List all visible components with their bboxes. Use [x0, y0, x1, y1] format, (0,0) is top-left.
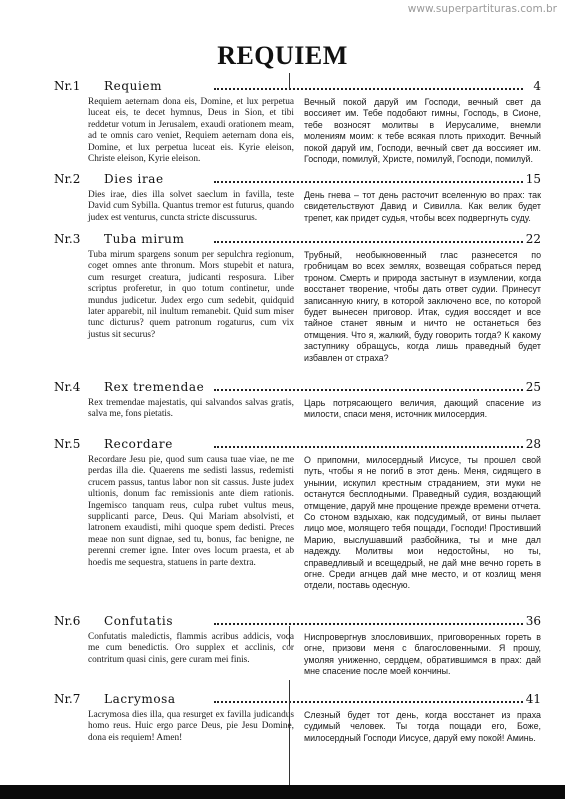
dot-leader: [214, 181, 523, 183]
section-heading: [54, 79, 541, 93]
latin-text: Dies irae, dies illa solvet saeclum in favilla, teste David cum Sybilla. Quantus tremor est futurus, quando judex est venturus, cuncta stricte discussurus.: [88, 190, 294, 223]
text-columns: [54, 710, 541, 744]
section-number: Nr.5: [54, 437, 81, 451]
section-heading: [54, 614, 541, 628]
section-name: Rex tremendae: [104, 380, 205, 394]
dot-leader: [214, 88, 523, 90]
section-heading: [54, 692, 541, 706]
latin-text: Lacrymosa dies illa, qua resurget ex favilla judicandus homo reus. Huic ergo parce Deus, pie Jesu Domine, dona eis requiem! Amen!: [88, 710, 294, 743]
section-name: Confutatis: [104, 614, 174, 628]
watermark: www.superpartituras.com.br: [407, 3, 557, 15]
section-lacrymosa: [54, 692, 541, 744]
russian-text: Вечный покой даруй им Господи, вечный свет да воссияет им. Тебе подобают гимны, Господь, в Сионе, тебе возносят молитвы в Иерусалиме, внемли молениям моим: к тебе всякая плоть приходит. Вечный покой даруй им, Господи, вечный свет да воссияет им. Господи, помилуй, Христе, помилуй, Господи, помилуй.: [304, 97, 541, 165]
russian-text: О припомни, милосердный Иисусе, ты прошел свой путь, чтобы я не погиб в этот день. Меня, сидящего в унынии, искупил крестным страданием, эти муки не останутся бесплодными. Праведный судия, воздающий отмщение, даруй мне прощение прежде времени отчета. Со стоном вздыхаю, как подсудимый, от вины пылает лицо мое, молящего тебя пощади, Господи! Простивший Марию, выслушавший разбойника, ты и мне дал надежду. Молитвы мои недостойны, но ты, справедливый и всещедрый, не дай мне вечно гореть в огне. Среди агнцев дай мне место, и от козлищ меня отдели, поставь одесную.: [304, 455, 541, 591]
scan-crease-line: [289, 680, 290, 786]
page-number: 15: [525, 172, 541, 186]
text-columns: [54, 632, 541, 678]
latin-text: Recordare Jesu pie, quod sum causa tuae viae, ne me perdas illa die. Quaerens me sedisti lassus, redemisti crucem passus, tantus labor non sit cassus. Juste judex ultionis, donum fac remissionis ante diem rationis. Ingemisco tanquam reus, culpa rubet vultus meus, supplicanti parce, Deus. Qui Mariam absolvisti, et latronem exaudisti, mihi quoque spem dedisti. Preces meae non sunt dignae, sed tu, bonus, fac benigne, ne perenni cremer igne. Inter oves locum praesta, et ab hoedis me sequestra, statuens in parte dextra.: [88, 455, 294, 568]
section-dies-irae: [54, 172, 541, 224]
text-columns: [54, 455, 541, 592]
section-heading: [54, 232, 541, 246]
scan-crease-line: [289, 73, 290, 89]
scan-bottom-edge: [0, 785, 565, 799]
page-number: 41: [525, 692, 541, 706]
russian-text: Трубный, необыкновенный глас разнесется по гробницам во всех землях, возвещая собраться перед троном. Смерть и природа застынут в изумлении, когда восстанет творение, чтобы дать ответ судии. Принесут записанную книгу, в которой заключено все, по которой будет вынесен приговор. Итак, судия воссядет и все тайное станет явным и ничто не останеться без отмщения. Что я, жалкий, буду говорить тогда? К какому заступнику обращусь, когда лишь праведный будет избавлен от страха?: [304, 250, 541, 363]
latin-text: Rex tremendae majestatis, qui salvandos salvas gratis, salva me, fons pietatis.: [88, 398, 294, 420]
dot-leader: [214, 701, 523, 703]
page-number: 28: [525, 437, 541, 451]
section-name: Tuba mirum: [104, 232, 185, 246]
dot-leader: [214, 446, 523, 448]
page-number: 25: [525, 380, 541, 394]
section-name: Lacrymosa: [104, 692, 176, 706]
section-heading: [54, 437, 541, 451]
section-number: Nr.2: [54, 172, 81, 186]
text-columns: [54, 190, 541, 224]
section-number: Nr.3: [54, 232, 81, 246]
section-name: Recordare: [104, 437, 173, 451]
section-heading: [54, 380, 541, 394]
section-name: Dies irae: [104, 172, 164, 186]
page-title: REQUIEM: [217, 41, 348, 70]
section-confutatis: [54, 614, 541, 678]
text-columns: [54, 97, 541, 165]
section-name: Requiem: [104, 79, 163, 93]
text-columns: [54, 398, 541, 421]
section-heading: [54, 172, 541, 186]
text-columns: [54, 250, 541, 364]
latin-text: Confutatis maledictis, flammis acribus addicis, voca me cum benedictis. Oro supplex et acclinis, cor contritum quasi cinis, gere curam mei finis.: [88, 632, 294, 665]
dot-leader: [214, 241, 523, 243]
section-requiem: [54, 79, 541, 165]
section-rex-tremendae: [54, 380, 541, 421]
page-number: 22: [525, 232, 541, 246]
dot-leader: [214, 389, 523, 391]
section-number: Nr.1: [54, 79, 81, 93]
section-number: Nr.4: [54, 380, 81, 394]
latin-text: Requiem aeternam dona eis, Domine, et lux perpetua luceat eis, te decet hymnus, Deus in Sion, et tibi reddetur votum in Jerusalem, exaudi orationem meam, ad te omnis caro veniet, Requiem aeternam dona eis, Domine, et lux perpetua luceat eis. Kyrie eleison, Christe eleison, Kyrie eleison.: [88, 97, 294, 165]
page-number: 36: [525, 614, 541, 628]
russian-text: Царь потрясающего величия, дающий спасение из милости, спаси меня, источник милосердия.: [304, 398, 541, 420]
section-number: Nr.6: [54, 614, 81, 628]
page-number: 4: [533, 79, 541, 93]
scan-crease-line: [289, 626, 290, 646]
section-tuba-mirum: [54, 232, 541, 364]
latin-text: Tuba mirum spargens sonum per sepulchra regionum, coget omnes ante thronum. Mors stupebit et natura, cum resurget creatura, judicanti resposura. Liber scriptus proferetur, in quo totum continetur, unde mundus judicetur. Judex ergo cum sedebit, quidquid later apparebit, nil inultum remanebit. Quid sum miser tunc dicturus? quem patronum rogaturus, cum vix justus sit securus?: [88, 250, 294, 340]
section-number: Nr.7: [54, 692, 81, 706]
russian-text: Слезный будет тот день, когда восстанет из праха судимый человек. Ты тогда пощади его, Боже, милосердный Господи Иисусе, даруй ему покой! Аминь.: [304, 710, 541, 743]
russian-text: Ниспровергнув злословивших, приговоренных гореть в огне, призови меня с благословенными. Я прошу, умоляя униженно, сердцем, обратившимся в прах: дай мне спасение после моей кончины.: [304, 632, 541, 677]
dot-leader: [214, 623, 523, 625]
russian-text: День гнева – тот день расточит вселенную во прах: так свидетельствуют Давид и Сивилла. Как велик будет трепет, как придет судья, чтобы всех подвергнуть суду.: [304, 190, 541, 223]
section-recordare: [54, 437, 541, 592]
